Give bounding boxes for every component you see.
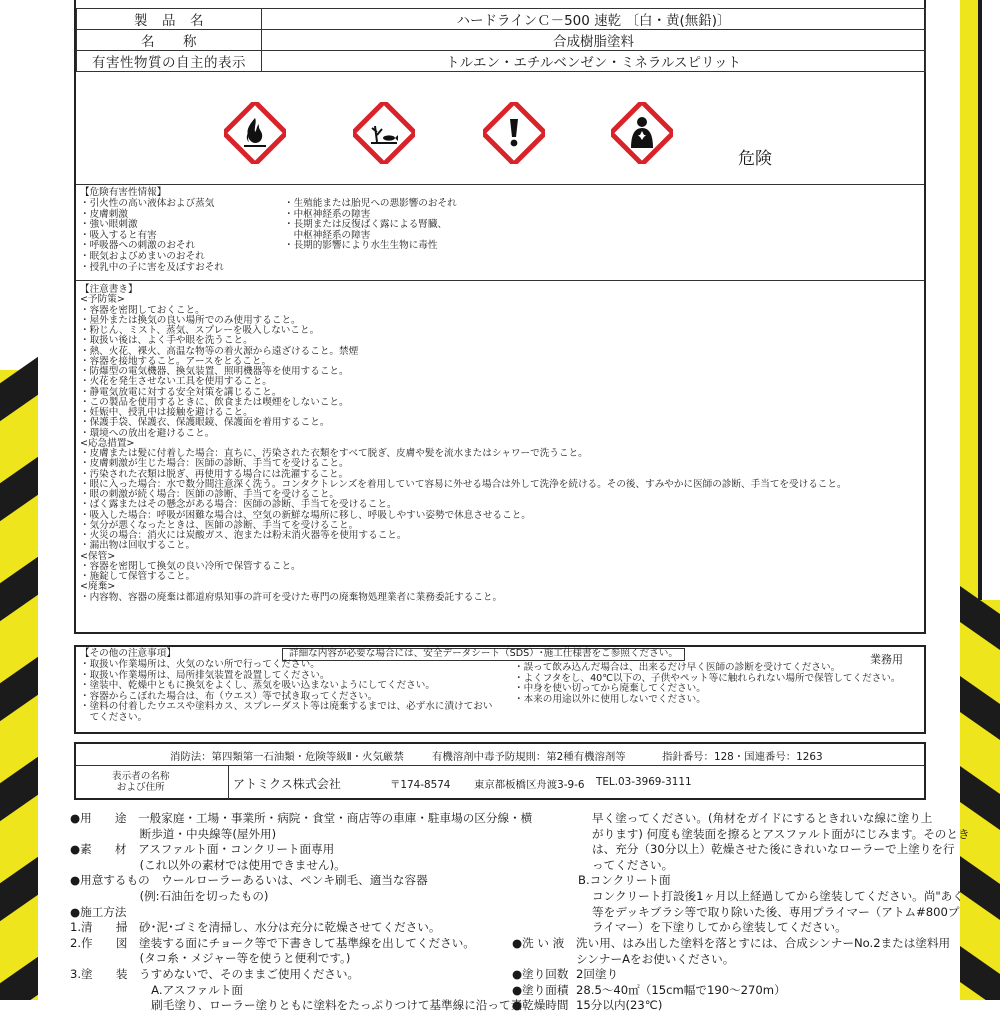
company-label-divider bbox=[228, 766, 229, 799]
business-use-label: 業務用 bbox=[870, 653, 903, 666]
environment-icon bbox=[353, 102, 415, 164]
precaution-line: ・静電気放電に対する安全対策を講じること。 bbox=[80, 386, 282, 398]
precaution-line: ・吸入した場合：呼吸が困難な場合は、空気の新鮮な場所に移し、呼吸しやすい姿勢で休息させること。 bbox=[80, 509, 531, 521]
spec-value: シンナーAをお使いください。 bbox=[576, 951, 735, 966]
hazard-info-right bbox=[284, 199, 457, 252]
product-name-value: ハードラインＣ－500 速乾 〔白・黄(無鉛)〕 bbox=[262, 9, 926, 30]
usage-line: 早く塗ってください。(角材をガイドにするときれいな線に塗り上 bbox=[592, 811, 933, 825]
spec-label: ●乾燥時間 bbox=[512, 998, 569, 1013]
usage-line: A.アスファルト面 bbox=[70, 982, 244, 997]
usage-line: (タコ糸・メジャー等を使うと便利です。) bbox=[70, 951, 351, 966]
hazard-item: ・生殖能または胎児への悪影響のおそれ bbox=[284, 198, 457, 209]
product-table bbox=[76, 8, 926, 72]
other-precautions-title: 【その他の注意事項】 bbox=[80, 648, 176, 659]
other-item: ・中身を使い切ってから廃棄してください。 bbox=[514, 683, 706, 695]
usage-line: コンクリート打設後1ヶ月以上経過してから塗装してください。尚"あく" bbox=[592, 888, 970, 903]
usage-line: ●素 材 アスファルト面・コンクリート面専用 bbox=[70, 842, 335, 857]
usage-line: (これ以外の素材では使用できません)。 bbox=[70, 857, 346, 872]
usage-line: 刷毛塗り、ローラー塗りともに塗料をたっぷりつけて基準線に沿って素 bbox=[70, 998, 523, 1013]
spec-label: ●塗り回数 bbox=[512, 967, 569, 982]
spec-label: ●洗 い 液 bbox=[512, 936, 565, 950]
usage-line: ライマー）を下塗りしてから塗装してください。 bbox=[592, 920, 847, 935]
specs bbox=[512, 936, 950, 1014]
usage-line: (例:石油缶を切ったもの) bbox=[70, 888, 269, 903]
precaution-line: ・取扱い後は、よく手や眼を洗うこと。 bbox=[80, 335, 253, 347]
spec-row bbox=[512, 936, 950, 952]
hazard-item: ・吸入すると有害 bbox=[80, 229, 157, 241]
usage-line: ●用 途 一般家庭・工場・事業所・病院・食堂・商店等の車庫・駐車場の区分線・横 bbox=[70, 811, 533, 825]
usage-line: ってください。 bbox=[592, 857, 674, 872]
spec-value: 洗い用、はみ出した塗料を落とすには、合成シンナーNo.2または塗料用 bbox=[576, 936, 951, 950]
hazardous-substances-value: トルエン・エチルベンゼン・ミネラルスピリット bbox=[262, 51, 926, 72]
precautions-title: 【注意書き】 bbox=[80, 284, 138, 295]
usage-line: 等をデッキブラシ等で取り除いた後、専用プライマー（アトム#800プ bbox=[592, 904, 960, 919]
company-tel: TEL.03-3969-3111 bbox=[596, 776, 692, 788]
precaution-line: ・皮膚または髪に付着した場合：直ちに、汚染された衣類をすべて脱ぎ、皮膚や髪を流水またはシャワーで洗うこと。 bbox=[80, 448, 588, 459]
precaution-line: <予防策> bbox=[80, 294, 125, 306]
usage-line: ●施工方法 bbox=[70, 904, 127, 919]
precaution-line: <廃棄> bbox=[80, 581, 116, 593]
precaution-line: <保管> bbox=[80, 550, 116, 562]
hazard-info-left bbox=[80, 199, 224, 273]
other-precautions-right bbox=[514, 663, 901, 705]
company-address: 東京都板橋区舟渡3-9-6 bbox=[474, 779, 585, 791]
usage-line: 1.清 掃 砂･泥･ゴミを清掃し、水分は充分に乾燥させてください。 bbox=[70, 920, 441, 935]
hazard-item: ・呼吸器への刺激のおそれ bbox=[80, 240, 196, 252]
other-item: ・塗料の付着したウエスや塗料カス、スプレーダスト等は廃棄するまでは、必ず水に漬けておい bbox=[80, 701, 493, 713]
hazard-item: ・引火性の高い液体および蒸気 bbox=[80, 198, 215, 209]
hazard-item: ・授乳中の子に害を及ぼすおそれ bbox=[80, 261, 224, 273]
hazard-item: 中枢神経系の障害 bbox=[284, 229, 371, 241]
usage-right-top bbox=[574, 811, 970, 936]
precaution-line: ・屋外または換気の良い場所でのみ使用すること。 bbox=[80, 314, 301, 326]
publisher-label-line: および住所 bbox=[116, 781, 165, 793]
fire-law: 消防法：第四類第一石油類・危険等級Ⅱ・火気厳禁 bbox=[170, 751, 404, 763]
other-item: ・塗装中、乾燥中ともに換気をよくし、蒸気を吸い込まないようにしてください。 bbox=[80, 680, 435, 692]
hazardous-substances-label: 有害性物質の自主的表示 bbox=[77, 51, 262, 72]
usage-line: B.コンクリート面 bbox=[578, 873, 671, 888]
solvent-rule: 有機溶剤中毒予防規則：第2種有機溶剤等 bbox=[432, 751, 626, 763]
hazard-item: ・皮膚刺激 bbox=[80, 208, 128, 220]
usage-line: 3.塗 装 うすめないで、そのままご使用ください。 bbox=[70, 966, 360, 981]
health-hazard-icon bbox=[611, 102, 673, 164]
guide-number: 指針番号：128・国連番号：1263 bbox=[662, 751, 823, 763]
other-item: ・取扱い作業場所は、局所排気装置を設置してください。 bbox=[80, 669, 330, 681]
spec-value: 15分以内(23℃) bbox=[576, 998, 663, 1013]
hazard-item: ・眠気およびめまいのおそれ bbox=[80, 250, 205, 262]
precaution-line: ・容器を密閉しておくこと。 bbox=[80, 304, 205, 316]
spec-value: 28.5～40㎡（15cm幅で190～270m） bbox=[576, 982, 786, 997]
precaution-line: ・気分が悪くなったときは、医師の診断、手当てを受けること。 bbox=[80, 519, 359, 531]
hazard-item: ・長期的影響により水生生物に毒性 bbox=[284, 240, 438, 252]
spec-row bbox=[512, 967, 950, 983]
usage-line: 2.作 図 塗装する面にチョーク等で下書きして基準線を出してください。 bbox=[70, 935, 475, 950]
spec-row bbox=[512, 998, 950, 1014]
hazard-item: ・長期または反復ばく露による腎臓、 bbox=[284, 219, 448, 231]
other-item: ・誤って飲み込んだ場合は、出来るだけ早く医師の診断を受けてください。 bbox=[514, 662, 841, 673]
flame-icon bbox=[224, 102, 286, 164]
usage-line: は、充分（30分以上）乾燥させた後にきれいなローラーで上塗りを行 bbox=[592, 842, 955, 857]
hazard-item: ・中枢神経系の障害 bbox=[284, 208, 371, 220]
product-type-value: 合成樹脂塗料 bbox=[262, 30, 926, 51]
divider bbox=[76, 280, 924, 281]
precaution-line: ・保護手袋、保護衣、保護眼鏡、保護面を着用すること。 bbox=[80, 417, 330, 429]
spec-row bbox=[512, 983, 950, 999]
precaution-line: ・火災の場合：消火には炭酸ガス、泡または粉末消火器等を使用すること。 bbox=[80, 530, 407, 541]
usage-line: がります) 何度も塗装面を擦るとアスファルト面がにじみます。そのとき bbox=[592, 826, 970, 841]
precaution-line: ・妊娠中、授乳中は接触を避けること。 bbox=[80, 407, 253, 418]
usage-line: 断歩道・中央線等(屋外用) bbox=[70, 826, 277, 841]
precaution-line: ・施錠して保管すること。 bbox=[80, 571, 196, 582]
company-name: アトミクス株式会社 bbox=[233, 777, 341, 791]
product-name-label: 製 品 名 bbox=[77, 9, 262, 30]
other-item: ・よくフタをし、40℃以下の、子供やペット等に触れられない場所で保管してください。 bbox=[514, 672, 901, 684]
other-precautions-left bbox=[80, 660, 492, 724]
product-name-row bbox=[77, 9, 926, 30]
precaution-line: ・容器を接地すること。アースをとること。 bbox=[80, 355, 272, 367]
spec-label: ●塗り面積 bbox=[512, 982, 569, 997]
left-hazard-stripe bbox=[0, 0, 38, 1000]
product-type-label: 名 称 bbox=[77, 30, 262, 51]
precaution-line: ・この製品を使用するときに、飲食または喫煙をしないこと。 bbox=[80, 396, 349, 408]
exclamation-icon bbox=[483, 102, 545, 164]
other-item: ・本来の用途以外に使用しないでください。 bbox=[514, 693, 706, 705]
usage-line: ●用意するもの ウールローラーあるいは、ペンキ刷毛、適当な容器 bbox=[70, 873, 428, 888]
precaution-line: ・火花を発生させない工具を使用すること。 bbox=[80, 376, 272, 388]
hazard-info-title: 【危険有害性情報】 bbox=[80, 187, 167, 198]
precaution-line: ・眼に入った場合：水で数分間注意深く洗う。コンタクトレンズを着用していて容易に外せる場合は外して洗浄を続ける。その後、すみやかに医師の診断、手当てを受けること。 bbox=[80, 478, 847, 490]
hazard-item: ・強い眼刺激 bbox=[80, 219, 138, 231]
precaution-line: ・粉じん、ミスト、蒸気、スプレーを吸入しないこと。 bbox=[80, 325, 320, 336]
precaution-line: ・防爆型の電気機器、換気装置、照明機器等を使用すること。 bbox=[80, 366, 349, 377]
other-item: ・取扱い作業場所は、火気のない所で行ってください。 bbox=[80, 659, 320, 670]
precaution-line: ・皮膚刺激が生じた場合：医師の診断、手当てを受けること。 bbox=[80, 458, 349, 470]
precaution-line: ・内容物、容器の廃棄は都道府県知事の許可を受けた専門の廃棄物処理業者に業務委託すること。 bbox=[80, 591, 503, 603]
other-item: ・容器からこぼれた場合は、布（ウエス）等で拭き取ってください。 bbox=[80, 690, 378, 702]
other-item: てください。 bbox=[80, 711, 148, 723]
precaution-line: ・環境への放出を避けること。 bbox=[80, 427, 215, 439]
spec-row bbox=[512, 952, 950, 968]
precaution-line: ・熱、火花、裸火、高温な物等の着火源から遠ざけること。禁煙 bbox=[80, 345, 359, 357]
precaution-line: ・容器を密閉して換気の良い冷所で保管すること。 bbox=[80, 560, 301, 572]
product-type-row bbox=[77, 30, 926, 51]
precaution-line: ・汚染された衣類は脱ぎ、再使用する場合には洗濯すること。 bbox=[80, 468, 349, 480]
company-postal: 〒174-8574 bbox=[390, 779, 451, 791]
usage-left bbox=[70, 811, 532, 1014]
publisher-label bbox=[112, 772, 170, 793]
regulation-divider bbox=[76, 765, 924, 766]
sds-note: 詳細な内容が必要な場合には、安全データシート（SDS）･施工仕様書をご参照ください。 bbox=[282, 648, 685, 661]
publisher-label-line: 表示者の名称 bbox=[112, 771, 170, 782]
precaution-line: ・眼の刺激が続く場合：医師の診断、手当てを受けること。 bbox=[80, 489, 340, 500]
spec-value: 2回塗り bbox=[576, 967, 619, 982]
precaution-line: <応急措置> bbox=[80, 437, 135, 449]
precaution-line: ・漏出物は回収すること。 bbox=[80, 540, 196, 552]
signal-word: 危険 bbox=[738, 149, 772, 169]
precaution-line: ・ばく露またはその懸念がある場合：医師の診断、手当てを受けること。 bbox=[80, 499, 397, 511]
precautions-block bbox=[80, 285, 847, 603]
